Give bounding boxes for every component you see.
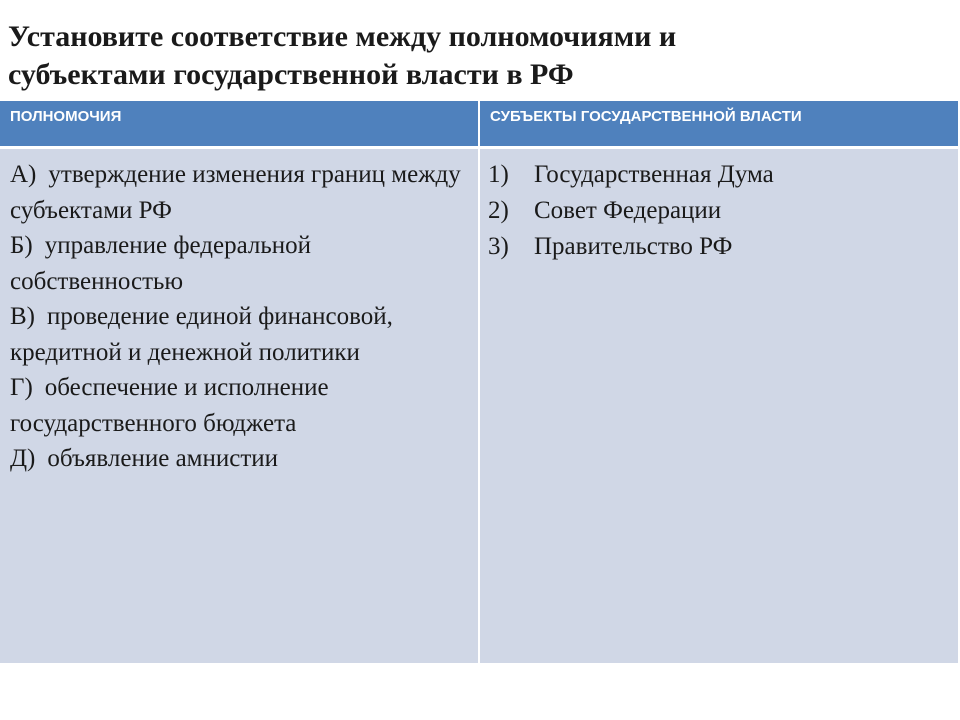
power-item-g <box>10 370 478 441</box>
header-subjects: СУБЪЕКТЫ ГОСУДАРСТВЕННОЙ ВЛАСТИ <box>480 101 958 146</box>
subjects-cell <box>480 149 958 663</box>
subject-number: 3) <box>488 233 509 260</box>
slide-title-line-2: субъектами государственной власти в РФ <box>8 58 574 91</box>
power-text: управление федеральной собственностью <box>10 232 312 295</box>
matching-table <box>0 101 958 663</box>
slide-title <box>8 18 938 94</box>
slide-title-line-1: Установите соответствие между полномочиями и <box>8 20 677 53</box>
power-mark: Д) <box>10 445 36 472</box>
subject-item-3 <box>488 229 958 265</box>
subject-text: Государственная Дума <box>534 161 774 188</box>
header-powers: ПОЛНОМОЧИЯ <box>0 101 478 146</box>
power-mark: В) <box>10 303 35 330</box>
power-text: проведение единой финансовой, кредитной и денежной политики <box>10 303 393 366</box>
power-item-b <box>10 228 478 299</box>
power-mark: Б) <box>10 232 33 259</box>
subject-item-2 <box>488 193 958 229</box>
subject-number: 1) <box>488 161 509 188</box>
subject-text: Правительство РФ <box>534 233 733 260</box>
power-item-v <box>10 299 478 370</box>
power-mark: А) <box>10 161 37 188</box>
subjects-list <box>488 157 958 265</box>
power-item-d <box>10 441 478 477</box>
power-mark: Г) <box>10 374 33 401</box>
subject-text: Совет Федерации <box>534 197 722 224</box>
power-item-a <box>10 157 478 228</box>
powers-list <box>10 157 478 477</box>
power-text: утверждение изменения границ между субъектами РФ <box>10 161 461 224</box>
power-text: обеспечение и исполнение государственного бюджета <box>10 374 329 437</box>
subject-number: 2) <box>488 197 509 224</box>
power-text: объявление амнистии <box>47 445 279 472</box>
powers-cell <box>0 149 478 663</box>
subject-item-1 <box>488 157 958 193</box>
